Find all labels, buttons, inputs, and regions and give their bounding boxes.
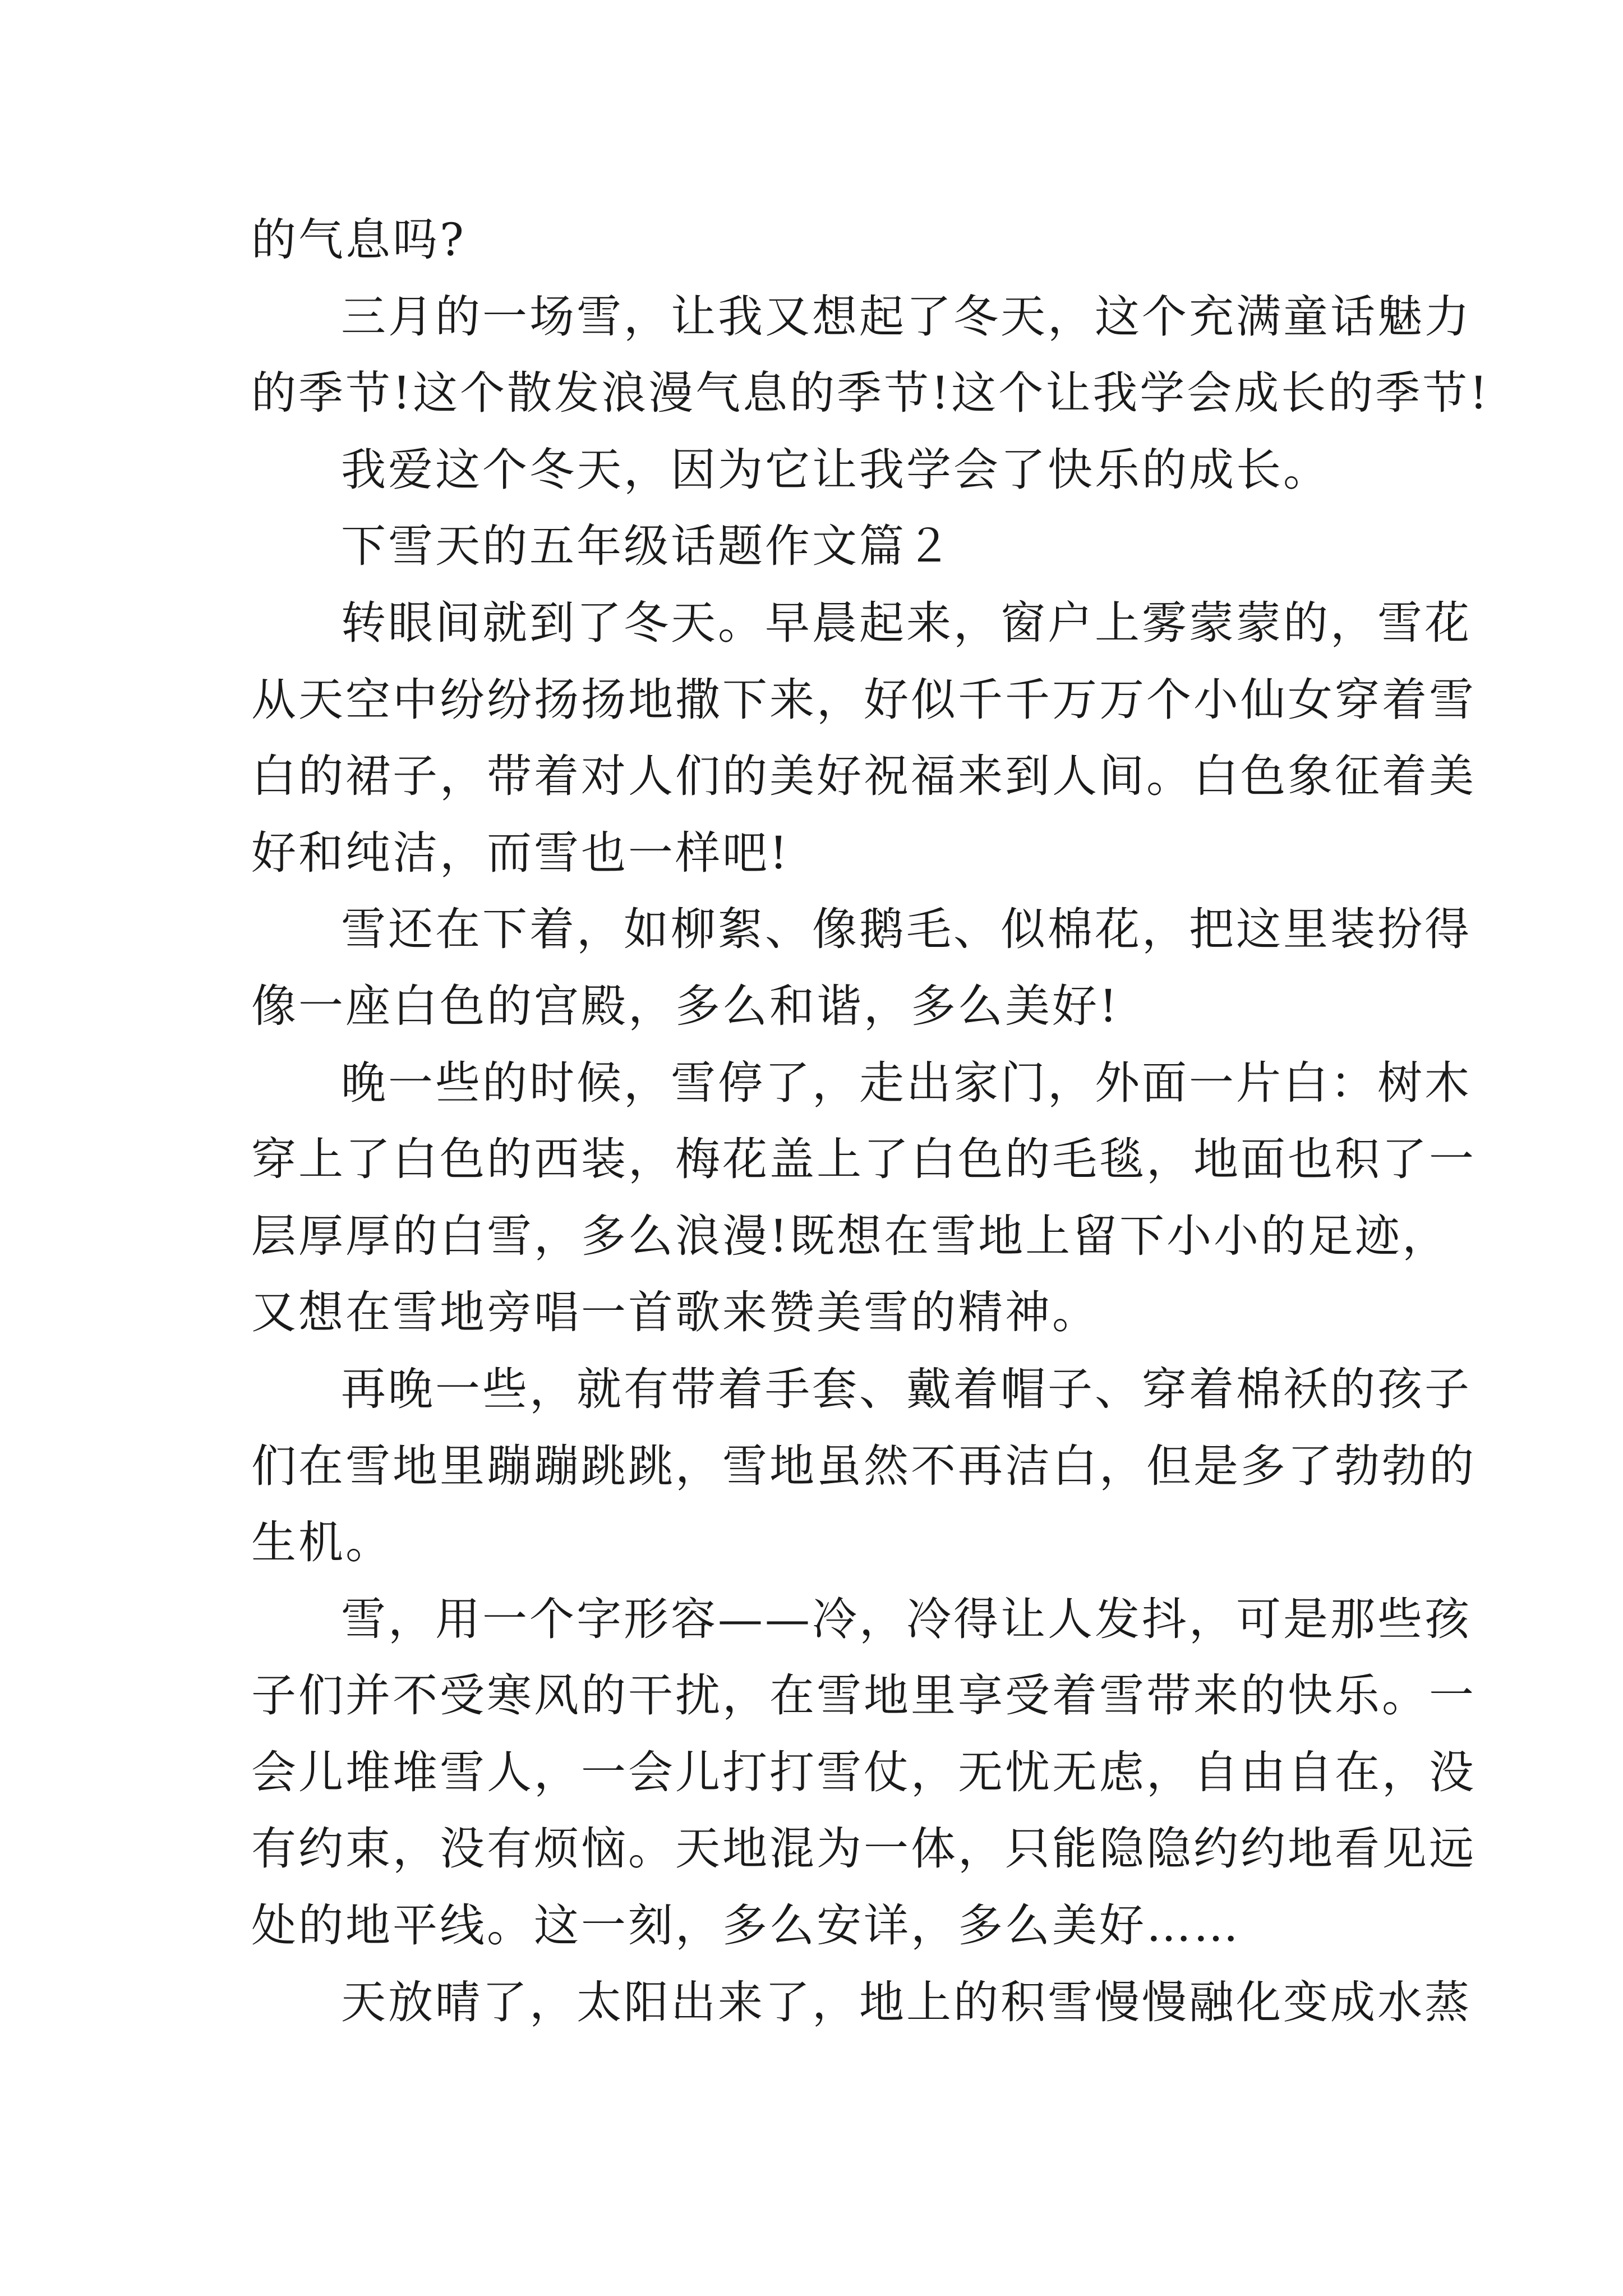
text-line: 晚一些的时候，雪停了，走出家门，外面一片白：树木	[341, 1056, 1472, 1109]
text-line: 子们并不受寒风的干扰，在雪地里享受着雪带来的快乐。一	[251, 1669, 1476, 1722]
text-line: 我爱这个冬天，因为它让我学会了快乐的成长。	[341, 443, 1330, 496]
text-line: 会儿堆堆雪人，一会儿打打雪仗，无忧无虑，自由自在，没	[251, 1746, 1476, 1798]
text-line: 有约束，没有烦恼。天地混为一体，只能隐隐约约地看见远	[251, 1823, 1476, 1875]
text-line: 生机。	[251, 1516, 393, 1569]
essay-text	[251, 202, 1490, 2041]
text-line: 穿上了白色的西装，梅花盖上了白色的毛毯，地面也积了一	[251, 1133, 1476, 1186]
text-line: 雪，用一个字形容——冷，冷得让人发抖，可是那些孩	[341, 1593, 1472, 1645]
text-line: 又想在雪地旁唱一首歌来赞美雪的精神。	[251, 1286, 1099, 1339]
text-line: 转眼间就到了冬天。早晨起来，窗户上雾蒙蒙的，雪花	[341, 596, 1472, 649]
text-line: 的季节!这个散发浪漫气息的季节!这个让我学会成长的季节!	[251, 367, 1490, 420]
section-heading: 下雪天的五年级话题作文篇２	[341, 520, 953, 573]
text-line: 白的裙子，带着对人们的美好祝福来到人间。白色象征着美	[251, 750, 1476, 803]
text-line: 们在雪地里蹦蹦跳跳，雪地虽然不再洁白，但是多了勃勃的	[251, 1439, 1476, 1492]
text-line: 三月的一场雪，让我又想起了冬天，这个充满童话魅力	[341, 290, 1472, 343]
text-line: 像一座白色的宫殿，多么和谐，多么美好!	[251, 979, 1120, 1032]
text-line: 好和纯洁，而雪也一样吧!	[251, 826, 790, 879]
text-line: 处的地平线。这一刻，多么安详，多么美好……	[251, 1899, 1241, 1952]
text-line: 的气息吗?	[251, 214, 466, 266]
text-line: 层厚厚的白雪，多么浪漫!既想在雪地上留下小小的足迹，	[251, 1209, 1450, 1262]
text-line: 从天空中纷纷扬扬地撒下来，好似千千万万个小仙女穿着雪	[251, 673, 1476, 726]
text-line: 天放晴了，太阳出来了，地上的积雪慢慢融化变成水蒸	[341, 1976, 1472, 2028]
text-line: 再晚一些，就有带着手套、戴着帽子、穿着棉袄的孩子	[341, 1363, 1472, 1415]
text-line: 雪还在下着，如柳絮、像鹅毛、似棉花，把这里装扮得	[341, 903, 1472, 956]
